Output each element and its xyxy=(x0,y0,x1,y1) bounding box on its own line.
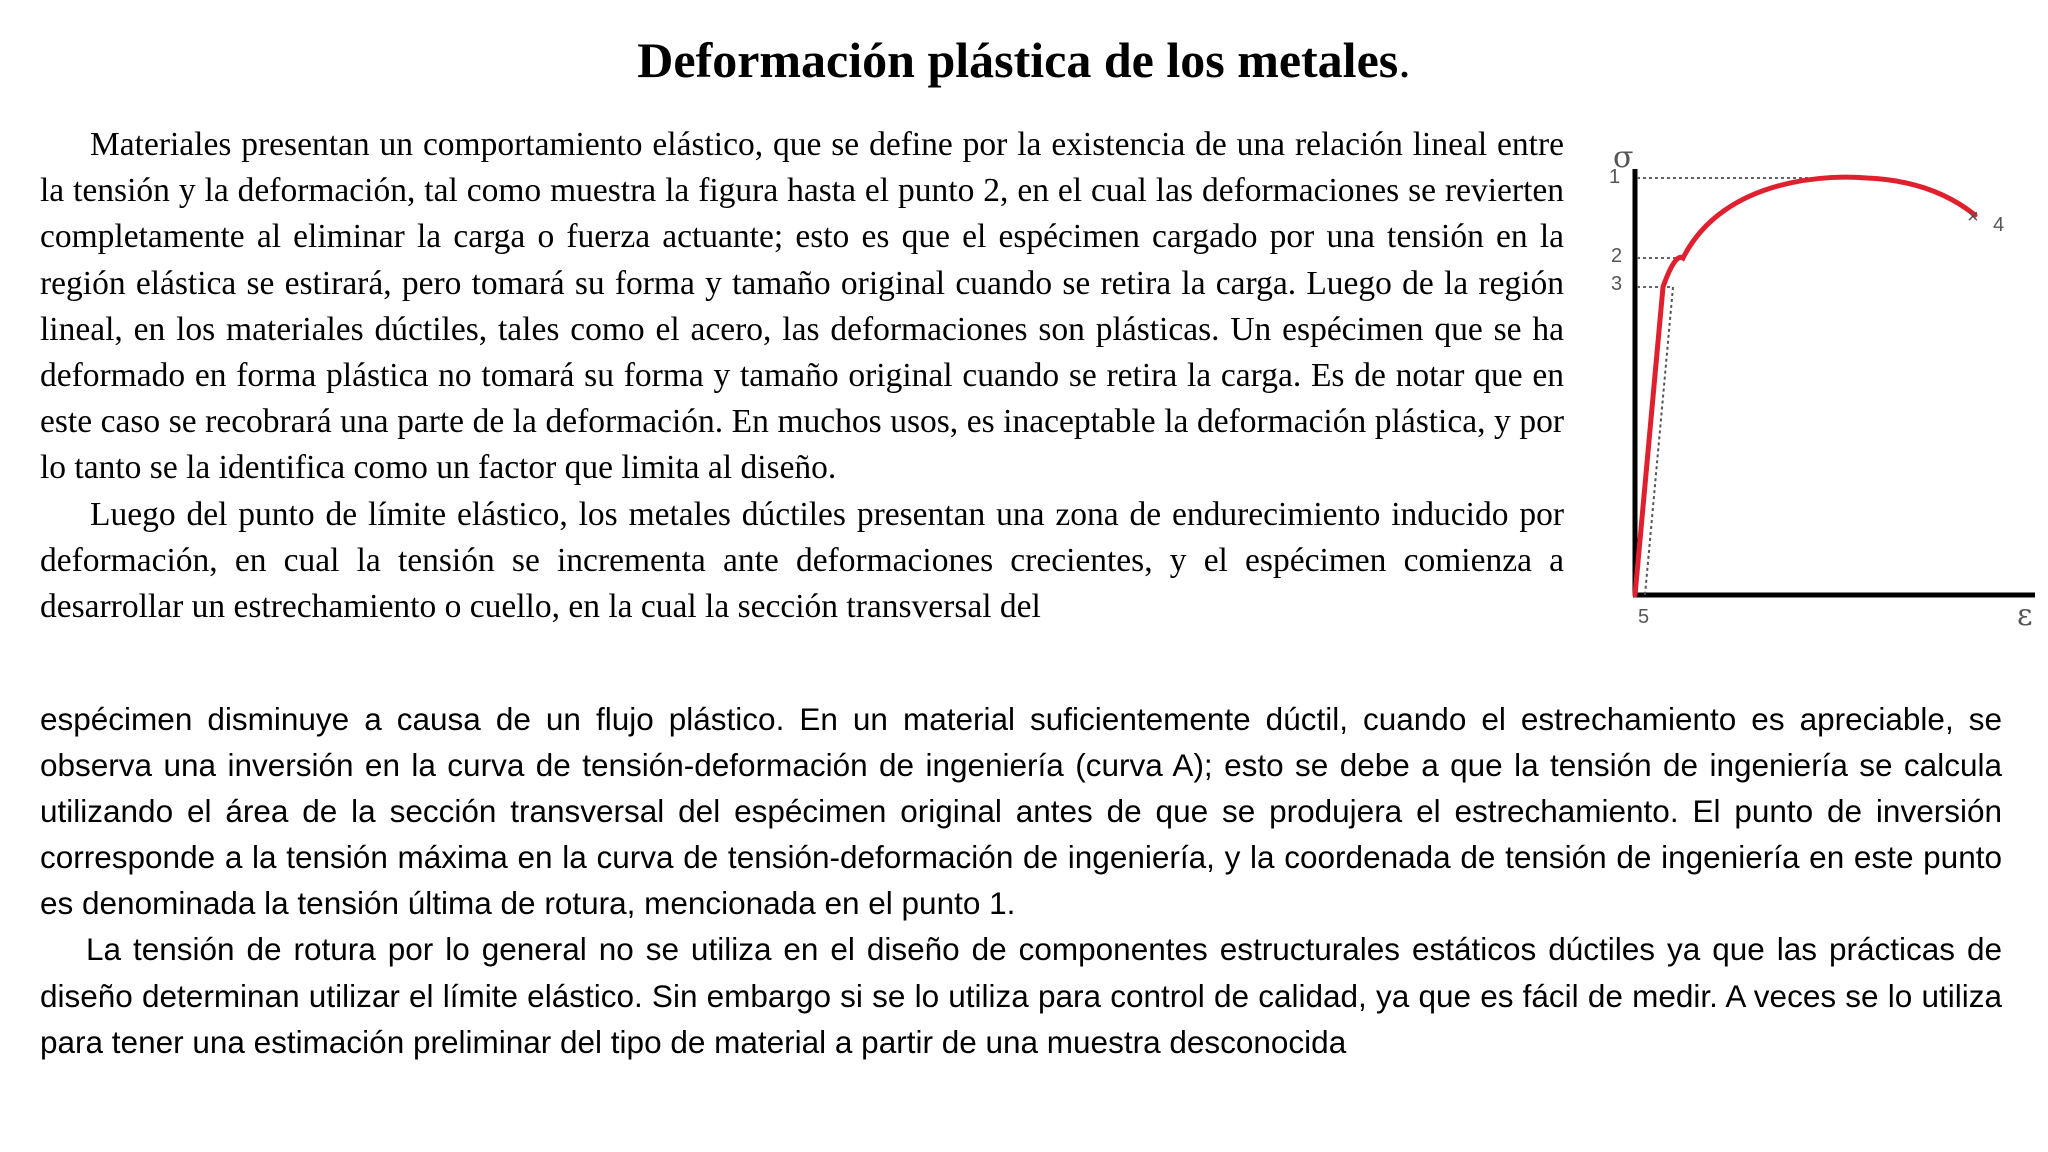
title-text: Deformación plástica de los metales xyxy=(637,32,1399,88)
point-4-label: 4 xyxy=(1993,214,2005,236)
point-5-label: 5 xyxy=(1638,606,1650,628)
point-2-label: 2 xyxy=(1611,245,1623,267)
point-3-label: 3 xyxy=(1611,273,1623,295)
paragraph-elastic-behavior: Materiales presentan un comportamiento elástico, que se define por la existencia de una relación lineal entre la tensión y la deformación, tal como muestra la figura hasta el punto 2, en el cual las deformaciones se revierten completamente al eliminar la carga o fuerza actuante; esto es que el espécimen cargado por una tensión en la región elástica se estirará, pero tomará su forma y tamaño original cuando se retira la carga. Luego de la región lineal, en los materiales dúctiles, tales como el acero, las deformaciones son plásticas. Un espécimen que se ha deformado en forma plástica no tomará su forma y tamaño original cuando se retira la carga. Es de notar que en este caso se recobrará una parte de la deformación. En muchos usos, es inaceptable la deformación plástica, y por lo tanto se la identifica como un factor que limita al diseño. xyxy=(40,126,1564,487)
document-title xyxy=(0,30,2048,90)
point-1-label: 1 xyxy=(1609,166,1621,188)
sans-text-block xyxy=(40,696,2002,1065)
serif-text-block xyxy=(40,122,1564,630)
title-period: . xyxy=(1398,32,1411,88)
stress-strain-svg xyxy=(1565,135,2048,655)
stress-strain-diagram xyxy=(1565,135,2048,655)
sigma-label: σ xyxy=(1613,140,1634,175)
epsilon-label: ε xyxy=(2017,598,2033,633)
fracture-mark: × xyxy=(1967,206,1979,228)
paragraph-strain-hardening: Luego del punto de límite elástico, los metales dúctiles presentan una zona de endurecimiento inducido por deformación, en cual la tensión se incrementa ante deformaciones crecientes, y el espécimen comienza a desarrollar un estrechamiento o cuello, en la cual la sección transversal del xyxy=(40,495,1564,626)
paragraph-rupture-stress: La tensión de rotura por lo general no se utiliza en el diseño de componentes estructurales estáticos dúctiles ya que las prácticas de diseño determinan utilizar el límite elástico. Sin embargo si se lo utiliza para control de calidad, ya que es fácil de medir. A veces se lo utiliza para tener una estimación preliminar del tipo de material a partir de una muestra desconocida xyxy=(40,931,2002,1060)
stress-strain-curve xyxy=(1635,177,1975,595)
paragraph-necking: espécimen disminuye a causa de un flujo plástico. En un material suficientemente dúctil, cuando el estrechamiento es apreciable, se observa una inversión en la curva de tensión-deformación de ingeniería (curva A); esto se debe a que la tensión de ingeniería se calcula utilizando el área de la sección transversal del espécimen original antes de que se produjera el estrechamiento. El punto de inversión corresponde a la tensión máxima en la curva de tensión-deformación de ingeniería, y la coordenada de tensión de ingeniería en este punto es denominada la tensión última de rotura, mencionada en el punto 1. xyxy=(40,701,2002,922)
